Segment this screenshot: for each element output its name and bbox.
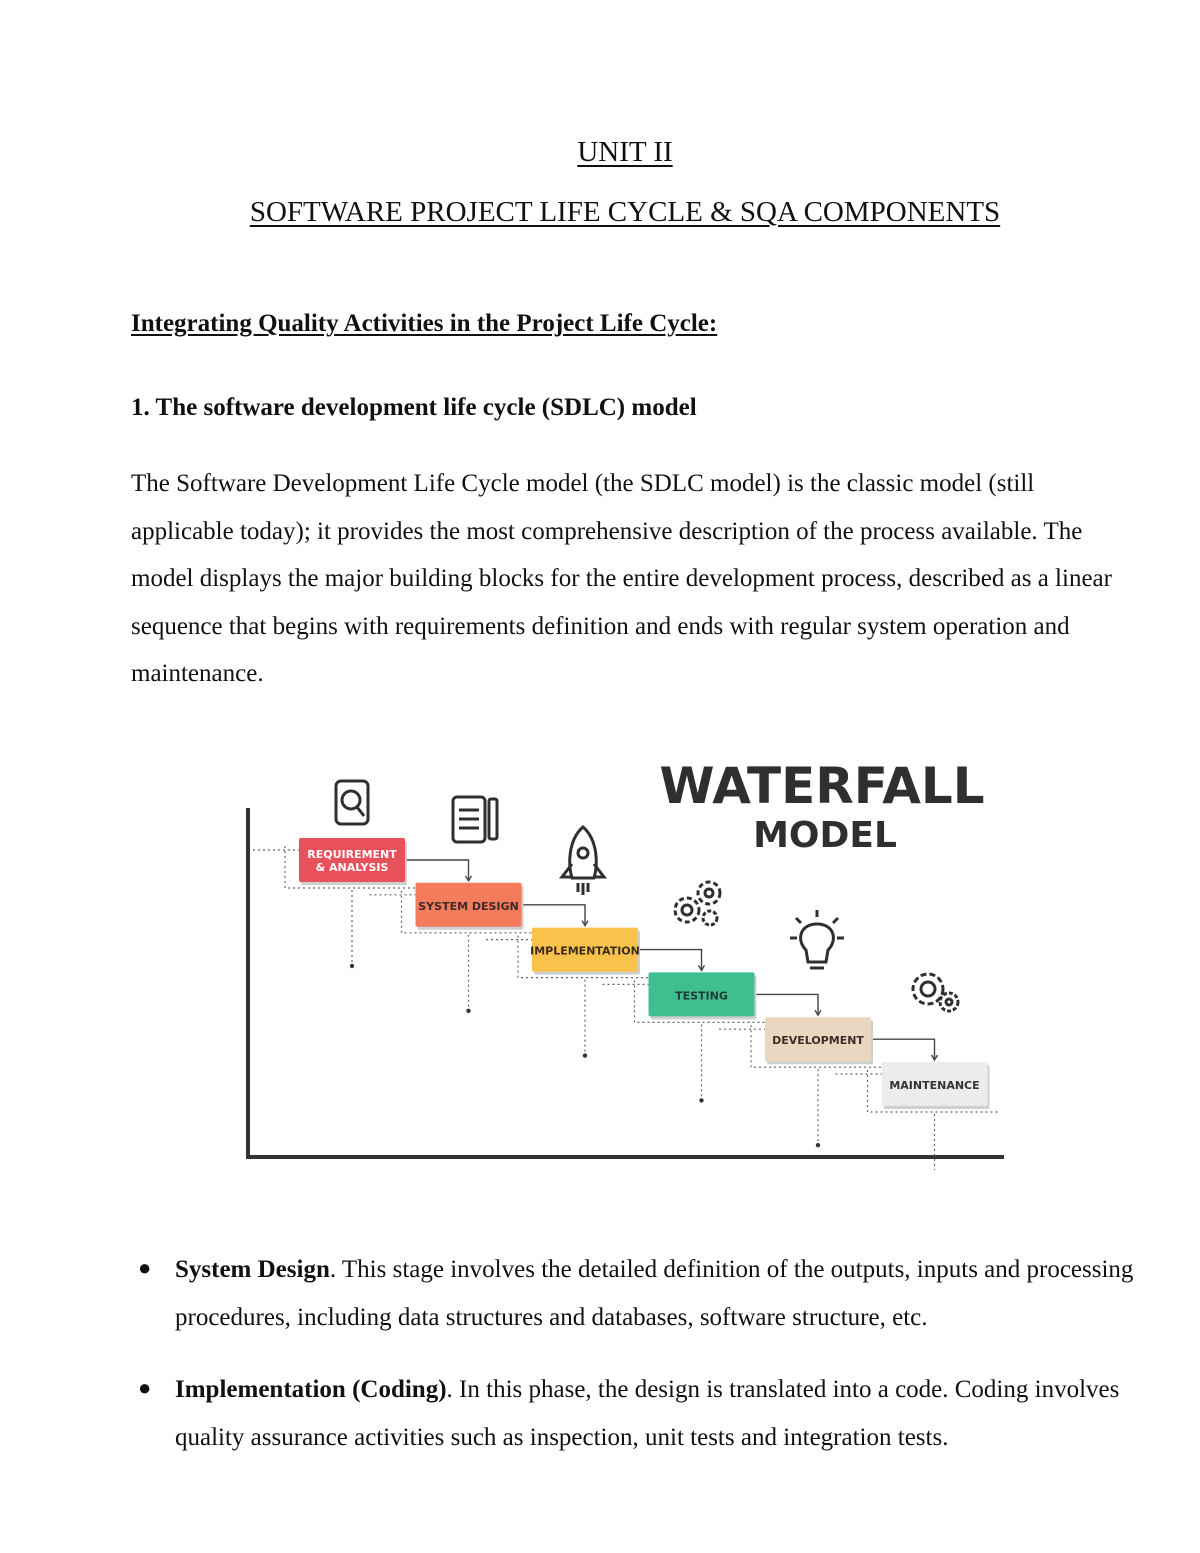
gears-icon [675,882,720,925]
bullet-system-design [175,1246,1140,1341]
subsection-heading: 1. The software development life cycle (SDLC) model [131,394,697,421]
stage-label-line2: & ANALYSIS [315,861,389,874]
magnifier-document-icon [336,781,368,824]
bullet-term: Implementation (Coding) [175,1376,447,1403]
drop-dot [466,1009,470,1013]
connector-line [405,860,469,880]
intro-paragraph: The Software Development Life Cycle model (the SDLC model) is the classic model (still applicable today); it provides the most comprehensive description of the process available. The model displays the major building blocks for the entire development process, described as a linear sequence that begins with requirements definition and ends with regular system operation and maintenance. [131,470,1112,687]
lightbulb-icon [790,910,844,968]
drop-dot [699,1098,703,1102]
bullet-text: . This stage involves the detailed definition of the outputs, inputs and processing procedures, including data structures and databases, software structure, etc. [175,1256,1134,1331]
waterfall-title: WATERFALL [659,757,985,815]
drop-dot [583,1053,587,1057]
stage-label: IMPLEMENTATION [530,944,640,958]
settings-gears-icon [913,974,958,1011]
bullet-marker: ● [138,1375,152,1400]
rocket-icon [562,827,604,895]
connector-line [755,994,819,1014]
stage-boxes [299,838,990,1170]
connector-line [871,1039,935,1059]
stage-label: TESTING [675,989,728,1003]
waterfall-diagram [0,740,1200,1170]
unit-title: UNIT II [577,136,673,168]
connector-line [522,905,586,925]
notepad-pencil-icon [453,797,497,842]
drop-dot [350,964,354,968]
drop-dot [816,1143,820,1147]
stage-label: MAINTENANCE [889,1079,980,1092]
section-heading: Integrating Quality Activities in the Project Life Cycle: [131,310,718,337]
bullet-term: System Design [175,1256,330,1283]
document-title: SOFTWARE PROJECT LIFE CYCLE & SQA COMPONENTS [249,196,1001,228]
stage-label: DEVELOPMENT [772,1034,864,1048]
model-title: MODEL [753,815,897,856]
bullet-text: . In this phase, the design is translated into a code. Coding involves quality assurance activities such as inspection, unit tests and integration tests. [175,1376,1120,1451]
stage-guides [253,846,1000,1170]
connector-line [638,950,702,970]
bullet-marker: ● [138,1255,152,1280]
bullet-implementation [175,1366,1140,1461]
stage-label: SYSTEM DESIGN [418,899,519,913]
stage-label: REQUIREMENT [307,848,397,861]
